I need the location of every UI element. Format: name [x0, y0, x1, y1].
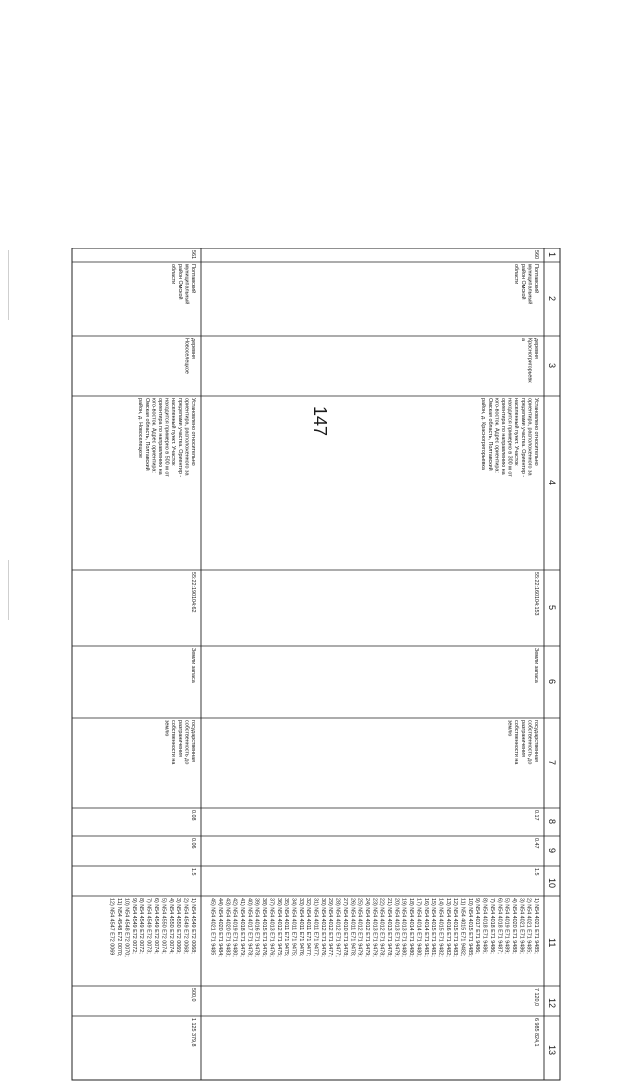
scan-edge-mark: [8, 560, 9, 620]
coordinates-cell: 5) N54 4019 E71 9489;: [503, 898, 510, 954]
column-header-11: 11: [547, 938, 557, 948]
coordinates-cell: 35) N54 4011 E71 9475;: [283, 898, 290, 957]
coordinates-cell: 15) N54 4015 E71 9481;: [430, 898, 437, 957]
coordinates-cell: 2) N54 4021 E71 9485;: [525, 898, 532, 954]
ownership-cell: разграничения: [519, 720, 526, 758]
ownership-cell: разграничения: [176, 720, 183, 758]
coordinates-cell: 8) N54 4018 E71 9486;: [481, 898, 488, 954]
district-cell: Полтавский: [190, 264, 196, 294]
coordinates-cell: 9) N54 4017 E71 9486;: [474, 898, 481, 954]
column-header-8: 8: [547, 819, 557, 825]
land-category: Земли запаса: [190, 648, 196, 683]
coordinates-cell: 29) N54 4012 E71 9477;: [327, 898, 334, 957]
location-cell: Омская область, Полтавский: [486, 398, 493, 471]
settlement-cell: Новоселецкое: [183, 338, 190, 374]
column-header-5: 5: [547, 605, 557, 611]
value-col-8: 0.17: [533, 810, 539, 821]
column-header-10: 10: [547, 878, 557, 889]
ownership-cell: государственная: [190, 720, 196, 763]
coordinates-cell: 32) N54 4011 E71 9477;: [305, 898, 312, 957]
column-header-13: 13: [547, 1045, 557, 1056]
value-col-10: 1.5: [190, 868, 196, 876]
column-header-4: 4: [547, 480, 557, 486]
coordinates-cell: 21) N54 4013 E71 9478;: [386, 898, 392, 957]
location-cell: ориентира, расположенного за: [526, 398, 533, 476]
coordinates-cell: 44) N54 4020 E71 9484;: [216, 898, 223, 957]
column-header-6: 6: [547, 679, 557, 685]
value-col-10: 1.5: [533, 868, 539, 876]
registry-table-grid: [70, 248, 570, 1088]
coordinates-cell: 8) N54 4549 E72 0072;: [138, 898, 145, 954]
coordinates-cell: 38) N54 4015 E71 9476;: [261, 898, 268, 957]
district-cell: Полтавский: [533, 264, 539, 294]
coordinates-cell: 1) N54 4549 E72 0068;: [190, 898, 196, 954]
coordinates-cell: 3) N54 4550 E72 0069;: [175, 898, 182, 954]
coordinates-cell: 31) N54 4011 E71 9477;: [312, 898, 319, 957]
settlement-cell: деревня: [533, 338, 539, 359]
coordinates-cell: 33) N54 4011 E71 9476;: [297, 898, 304, 957]
coordinates-cell: 37) N54 4013 E71 9476;: [268, 898, 275, 957]
district-cell: район Омской: [176, 264, 183, 300]
coordinates-cell: 12) N54 4547 E72 0069: [108, 898, 115, 956]
settlement-cell: а: [519, 338, 526, 341]
coordinates-cell: 26) N54 4011 E71 9478;: [349, 898, 356, 957]
scan-edge-mark: [8, 250, 9, 320]
row-number: 561: [190, 250, 196, 259]
value-col-9: 0.47: [533, 838, 539, 849]
page-number: 147: [310, 405, 330, 437]
coordinates-cell: 40) N54 4017 E71 9478;: [246, 898, 253, 957]
coordinates-cell: 23) N54 4013 E71 9479;: [371, 898, 378, 957]
coordinates-cell: 10) N54 4015 E71 9485;: [466, 898, 473, 957]
location-cell: пределами участка. Ориентир -: [519, 398, 526, 478]
location-cell: район, д. Красногригорьевка: [480, 398, 487, 470]
coordinates-cell: 20) N54 4013 E71 9479;: [393, 898, 400, 957]
cadastral-number: 55:22:160104:153: [533, 572, 539, 616]
cadastral-number: 55:22:190104:62: [190, 572, 196, 613]
ownership-cell: землю: [506, 720, 513, 737]
district-cell: муниципальный: [526, 264, 533, 305]
coordinates-cell: 11) N54 4015 E71 9482;: [459, 898, 466, 957]
coordinates-cell: 18) N54 4014 E71 9480;: [408, 898, 415, 957]
location-cell: ориентира по направлению на: [500, 398, 506, 475]
location-cell: Установлено относительно: [533, 398, 539, 466]
coordinates-cell: 30) N54 4012 E71 9476;: [319, 898, 326, 957]
district-cell: области: [513, 264, 520, 285]
coordinates-cell: 39) N54 4016 E71 9478;: [253, 898, 260, 957]
column-header-3: 3: [547, 363, 557, 369]
coordinates-cell: 41) N54 4018 E71 9479;: [239, 898, 245, 957]
location-cell: находится примерно в 500 м от: [163, 398, 170, 477]
value-col-9: 0.06: [190, 838, 196, 849]
column-header-12: 12: [547, 998, 557, 1009]
coordinates-cell: 16) N54 4014 E71 9481;: [422, 898, 429, 957]
coordinates-cell: 1) N54 4021 E71 9485;: [533, 898, 539, 954]
coordinates-cell: 2) N54 4549 E72 0068;: [182, 898, 189, 954]
coordinates-cell: 12) N54 4015 E71 9483;: [452, 898, 459, 957]
district-cell: район Омской: [519, 264, 526, 300]
settlement-cell: Красногригорьевк: [526, 338, 533, 383]
district-cell: области: [170, 264, 177, 285]
coordinates-cell: 13) N54 4016 E71 9482;: [444, 898, 451, 957]
coordinates-cell: 36) N54 4012 E71 9475;: [275, 898, 282, 957]
location-cell: ориентира, расположенного за: [183, 398, 190, 476]
location-cell: Установлено относительно: [190, 398, 196, 466]
location-cell: юго-восток. Адрес ориентира:: [150, 398, 157, 473]
column-header-2: 2: [547, 296, 557, 302]
coordinates-cell: 25) N54 4012 E71 9479;: [356, 898, 363, 957]
coordinates-cell: 6) N54 4018 E71 9487;: [496, 898, 503, 954]
value-col-8: 0.08: [190, 810, 196, 821]
coordinates-cell: 42) N54 4019 E71 9480;: [231, 898, 238, 957]
location-cell: находится примерно в 300 м от: [506, 398, 513, 477]
location-cell: район, д. Новоселецкое: [137, 398, 144, 458]
ownership-cell: собственность до: [526, 720, 533, 765]
location-cell: Омская область, Полтавский: [143, 398, 150, 471]
value-col-13: 6 985 824,1: [533, 1018, 539, 1047]
coordinates-cell: 5) N54 4550 E72 0074;: [160, 898, 167, 954]
coordinates-cell: 43) N54 4020 E71 9483;: [224, 898, 231, 957]
coordinates-cell: 28) N54 4012 E71 9477;: [334, 898, 341, 957]
column-header-9: 9: [547, 848, 557, 854]
location-cell: пределами участка. Ориентир -: [176, 398, 183, 478]
coordinates-cell: 34) N54 4011 E71 9475;: [290, 898, 297, 957]
ownership-cell: государственная: [533, 720, 539, 763]
coordinates-cell: 7) N54 4549 E72 0073;: [145, 898, 152, 954]
coordinates-cell: 24) N54 4012 E71 9479;: [363, 898, 370, 957]
coordinates-cell: 45) N54 4021 E71 9485: [209, 898, 216, 956]
coordinates-cell: 10) N54 4548 E72 0070;: [123, 898, 130, 957]
ownership-cell: собственность до: [183, 720, 190, 765]
district-cell: муниципальный: [183, 264, 190, 305]
land-category: Земли запаса: [533, 648, 539, 683]
coordinates-cell: 4) N54 4020 E71 9488;: [510, 898, 517, 954]
coordinates-cell: 19) N54 4013 E71 9480;: [400, 898, 407, 957]
settlement-cell: деревня: [190, 338, 196, 359]
coordinates-cell: 17) N54 4014 E71 9480;: [415, 898, 422, 957]
coordinates-cell: 9) N54 4549 E72 0072;: [130, 898, 137, 954]
registry-table: [70, 248, 570, 1088]
location-cell: населенный пункт. Участок: [513, 398, 520, 466]
coordinates-cell: 14) N54 4015 E71 9482;: [437, 898, 444, 957]
location-cell: ориентира по направлению на: [157, 398, 163, 475]
ownership-cell: собственности на: [170, 720, 177, 765]
coordinates-cell: 27) N54 4010 E71 9478;: [341, 898, 348, 957]
column-header-7: 7: [547, 760, 557, 766]
column-header-1: 1: [547, 252, 557, 258]
coordinates-cell: 6) N54 4549 E72 0074;: [153, 898, 159, 954]
value-col-13: 1 125 379,8: [190, 1018, 196, 1047]
value-col-12: 500,0: [190, 988, 196, 1002]
ownership-cell: собственности на: [513, 720, 520, 765]
ownership-cell: землю: [163, 720, 170, 737]
coordinates-cell: 4) N54 4550 E72 0074;: [167, 898, 174, 954]
coordinates-cell: 11) N54 4548 E72 0070;: [116, 898, 122, 957]
coordinates-cell: 22) N54 4012 E71 9478;: [378, 898, 385, 957]
location-cell: юго-восток. Адрес ориентира:: [493, 398, 500, 473]
location-cell: населенный пункт. Участок: [170, 398, 177, 466]
coordinates-cell: 3) N54 4021 E71 9486;: [518, 898, 525, 954]
row-number: 560: [533, 250, 539, 259]
value-col-12: 7 120,0: [533, 988, 539, 1006]
coordinates-cell: 7) N54 4018 E71 9486;: [488, 898, 495, 954]
